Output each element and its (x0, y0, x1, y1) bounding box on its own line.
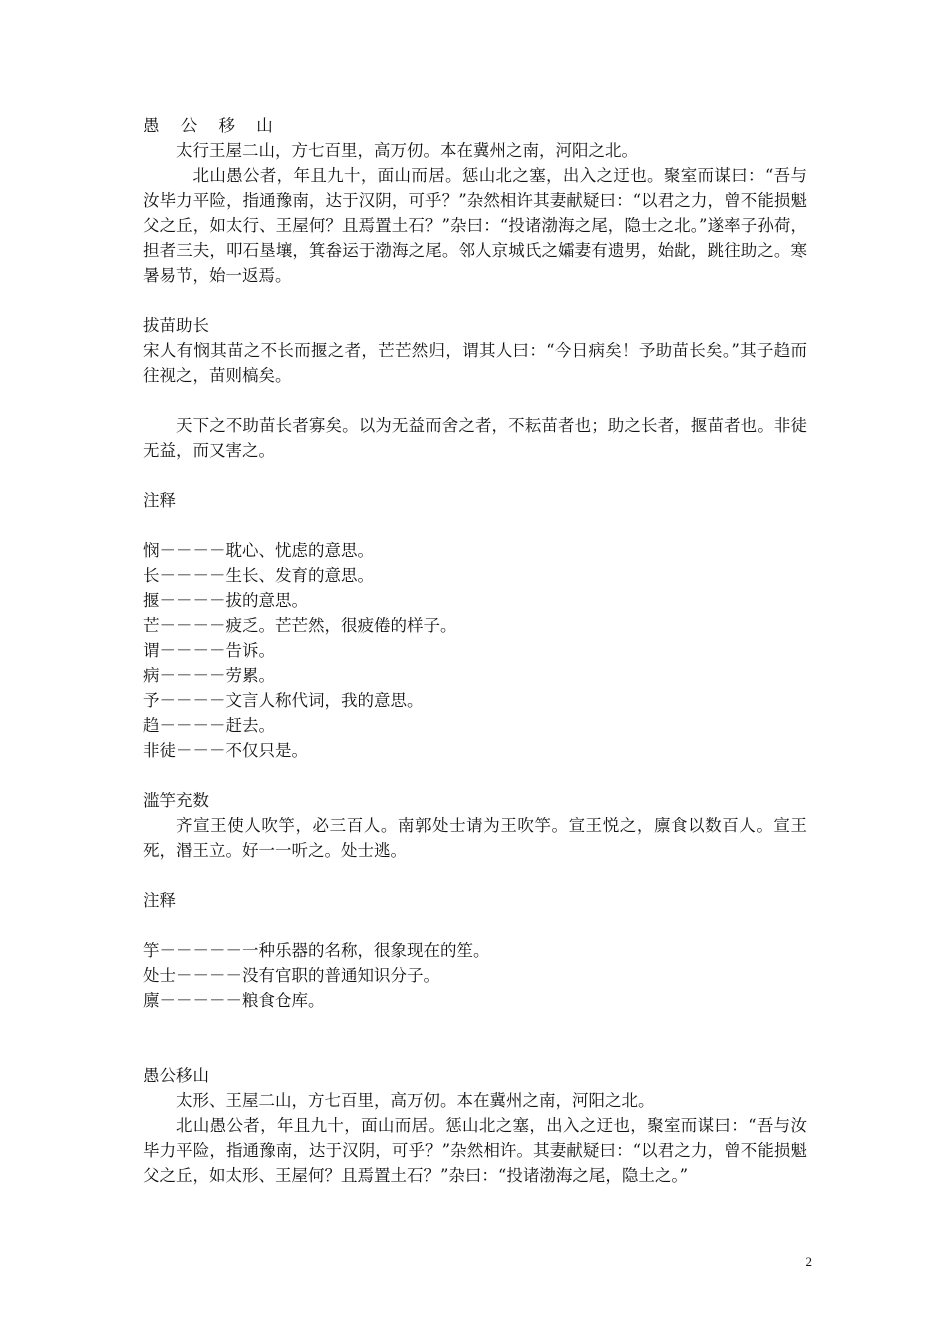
notes-list (143, 938, 807, 1013)
note-item: 悯－－－－耽心、忧虑的意思。 (143, 541, 374, 560)
note-item: 病－－－－劳累。 (143, 666, 275, 685)
spacer (143, 913, 807, 938)
notes-list (143, 538, 807, 763)
section-title-yugong-2: 愚公移山 (143, 1066, 209, 1085)
note-item: 竽－－－－－一种乐器的名称，很象现在的笙。 (143, 941, 490, 960)
paragraph: 齐宣王使人吹竽，必三百人。南郭处士请为王吹竽。宣王悦之，廪食以数百人。宣王死，湣王立。好一一听之。处士逃。 (143, 816, 807, 860)
spacer (143, 388, 807, 413)
paragraph: 天下之不助苗长者寡矣。以为无益而舍之者，不耘苗者也；助之长者，揠苗者也。非徒无益，而又害之。 (143, 416, 807, 460)
spacer (143, 513, 807, 538)
note-item: 长－－－－生长、发育的意思。 (143, 566, 374, 585)
paragraph: 太行王屋二山，方七百里，高万仞。本在冀州之南，河阳之北。 (176, 141, 638, 160)
spacer (143, 763, 807, 788)
note-item: 谓－－－－告诉。 (143, 641, 275, 660)
paragraph: 北山愚公者，年且九十，面山而居。惩山北之塞，出入之迂也。聚室而谋曰：“吾与汝毕力平险，指通豫南，达于汉阴，可乎？”杂然相许其妻献疑曰：“以君之力，曾不能损魁父之丘，如太行、王屋何？且焉置土石？”杂曰：“投诸渤海之尾，隐士之北。”遂率子孙荷，担者三夫，叩石垦壤，箕畚运于渤海之尾。邻人京城氏之孀妻有遗男，始龀，跳往助之。寒暑易节，始一返焉。 (143, 166, 807, 285)
spacer (143, 463, 807, 488)
page-number: 2 (805, 1254, 812, 1269)
spacer (143, 1013, 807, 1063)
paragraph: 宋人有悯其苗之不长而揠之者，芒芒然归，谓其人曰：“今日病矣！予助苗长矣。”其子趋而往视之，苗则槁矣。 (143, 341, 807, 385)
paragraph: 北山愚公者，年且九十，面山而居。惩山北之塞，出入之迂也，聚室而谋曰：“吾与汝毕力平险，指通豫南，达于汉阴，可乎？”杂然相许。其妻献疑曰：“以君之力，曾不能损魁父之丘，如太形、王屋何？且焉置土石？”杂曰：“投诸渤海之尾，隐土之。” (143, 1116, 807, 1185)
spacer (143, 863, 807, 888)
note-item: 处士－－－－没有官职的普通知识分子。 (143, 966, 440, 985)
page-content (143, 113, 807, 1188)
note-item: 芒－－－－疲乏。芒芒然，很疲倦的样子。 (143, 616, 457, 635)
section-title-lanyu: 滥竽充数 (143, 791, 209, 810)
note-item: 揠－－－－拔的意思。 (143, 591, 308, 610)
section-title-yugong-1: 愚 公 移 山 (143, 116, 281, 135)
section-title-bamiao: 拔苗助长 (143, 316, 209, 335)
notes-title: 注释 (143, 891, 176, 910)
note-item: 廪－－－－－粮食仓库。 (143, 991, 325, 1010)
notes-title: 注释 (143, 491, 176, 510)
note-item: 予－－－－文言人称代词，我的意思。 (143, 691, 424, 710)
spacer (143, 288, 807, 313)
note-item: 趋－－－－赶去。 (143, 716, 275, 735)
note-item: 非徒－－－不仅只是。 (143, 741, 308, 760)
paragraph: 太形、王屋二山，方七百里，高万仞。本在冀州之南，河阳之北。 (176, 1091, 655, 1110)
